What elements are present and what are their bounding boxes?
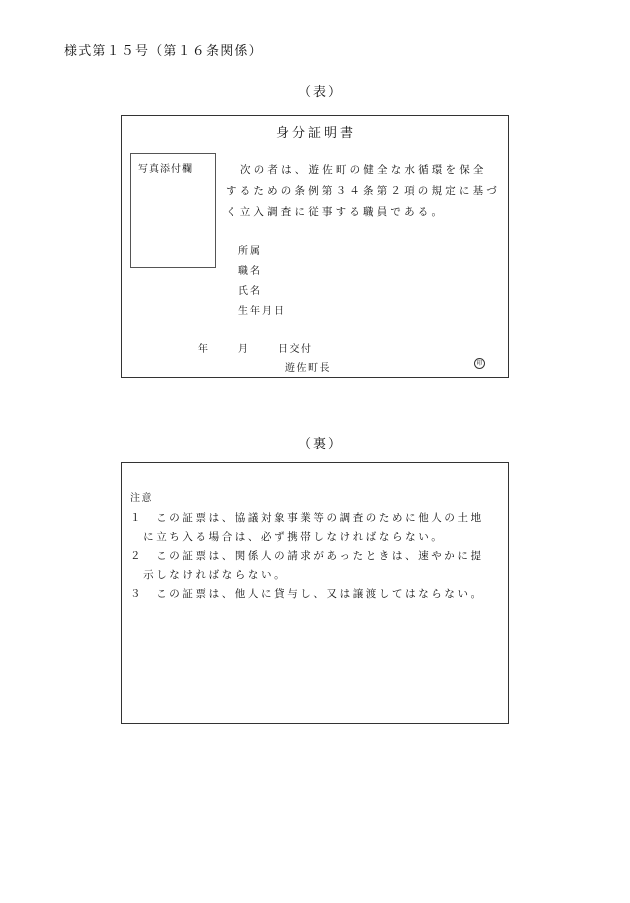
field-birthdate: 生年月日 [238, 306, 286, 317]
statement-line-3: く立入調査に従事する職員である。 [226, 206, 446, 218]
note-line-5: ３ この証票は、他人に貸与し、又は譲渡してはならない。 [130, 588, 484, 600]
issuer: 遊佐町長 [285, 363, 331, 374]
front-side-label: （表） [298, 85, 344, 100]
notes-heading: 注意 [130, 493, 153, 504]
note-line-2: に立ち入る場合は、必ず携帯しなければならない。 [130, 531, 445, 543]
statement-line-2: するための条例第３４条第２項の規定に基づ [226, 185, 500, 197]
back-side-label: （裏） [298, 437, 344, 452]
field-affiliation: 所属 [238, 246, 262, 257]
field-job-title: 職名 [238, 266, 262, 277]
statement-line-1: 次の者は、遊佐町の健全な水循環を保全 [240, 164, 487, 176]
note-line-4: 示しなければならない。 [130, 569, 288, 581]
note-line-1: １ この証票は、協議対象事業等の調査のために他人の土地 [130, 512, 484, 524]
card-title: 身分証明書 [276, 126, 357, 141]
note-line-3: ２ この証票は、関係人の請求があったときは、速やかに提 [130, 550, 484, 562]
seal-mark: 印 [474, 358, 485, 369]
field-name: 氏名 [238, 286, 262, 297]
form-title: 様式第１５号（第１６条関係） [64, 44, 263, 59]
issue-day: 日交付 [278, 344, 313, 355]
photo-label: 写真添付欄 [138, 164, 193, 175]
issue-year: 年 [198, 344, 210, 355]
issue-month: 月 [238, 344, 250, 355]
